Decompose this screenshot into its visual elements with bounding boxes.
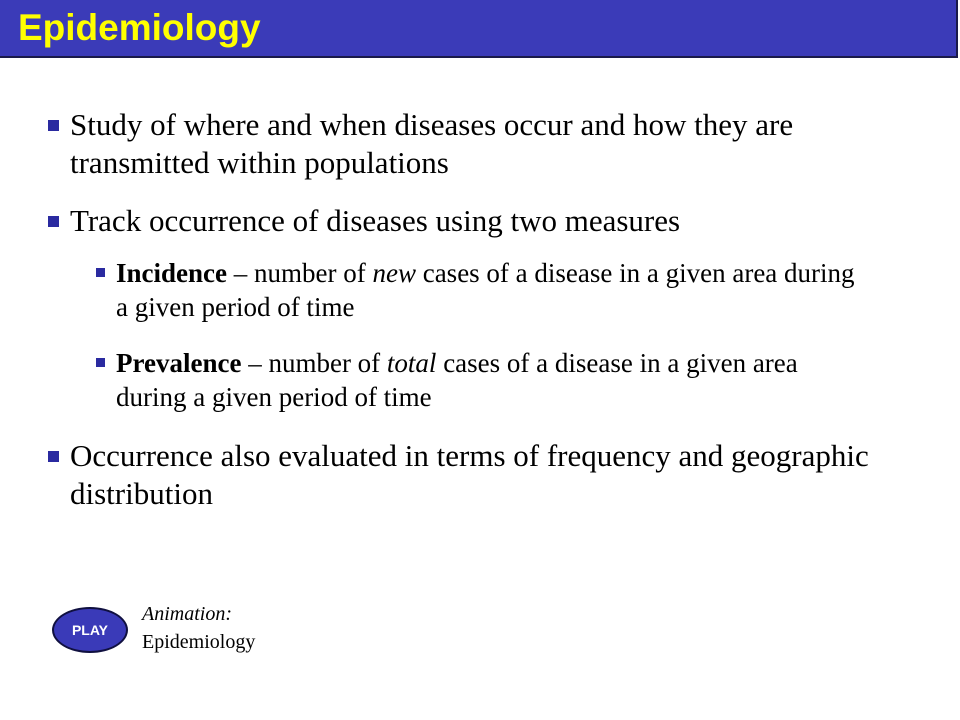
def-post: cases of a disease in a given area during a given period of time xyxy=(116,258,855,322)
sub-bullet-text xyxy=(116,346,866,414)
term-incidence: Incidence xyxy=(116,258,227,288)
def-emph: new xyxy=(372,258,416,288)
square-bullet-icon xyxy=(96,268,105,277)
def-pre: – number of xyxy=(227,258,373,288)
bullet-text: Study of where and when diseases occur and how they are transmitted within populations xyxy=(70,107,794,180)
term-prevalence: Prevalence xyxy=(116,348,242,378)
square-bullet-icon xyxy=(96,358,105,367)
animation-caption-title: Epidemiology xyxy=(142,631,256,653)
def-post: cases of a disease in a given area during a given period of time xyxy=(116,348,798,412)
title-bar xyxy=(0,0,958,58)
def-emph: total xyxy=(386,348,437,378)
bullet-text: Occurrence also evaluated in terms of frequency and geographic distribution xyxy=(70,438,869,511)
animation-caption xyxy=(142,600,255,656)
square-bullet-icon xyxy=(48,216,59,227)
square-bullet-icon xyxy=(48,451,59,462)
animation-caption-label: Animation: xyxy=(142,603,232,625)
bullet-text: Track occurrence of diseases using two measures xyxy=(70,203,681,238)
sub-bullet-text xyxy=(116,256,866,324)
slide-title: Epidemiology xyxy=(18,7,261,48)
play-button-label: PLAY xyxy=(71,622,109,638)
play-button[interactable] xyxy=(52,607,128,653)
def-pre: – number of xyxy=(241,348,387,378)
square-bullet-icon xyxy=(48,120,59,131)
